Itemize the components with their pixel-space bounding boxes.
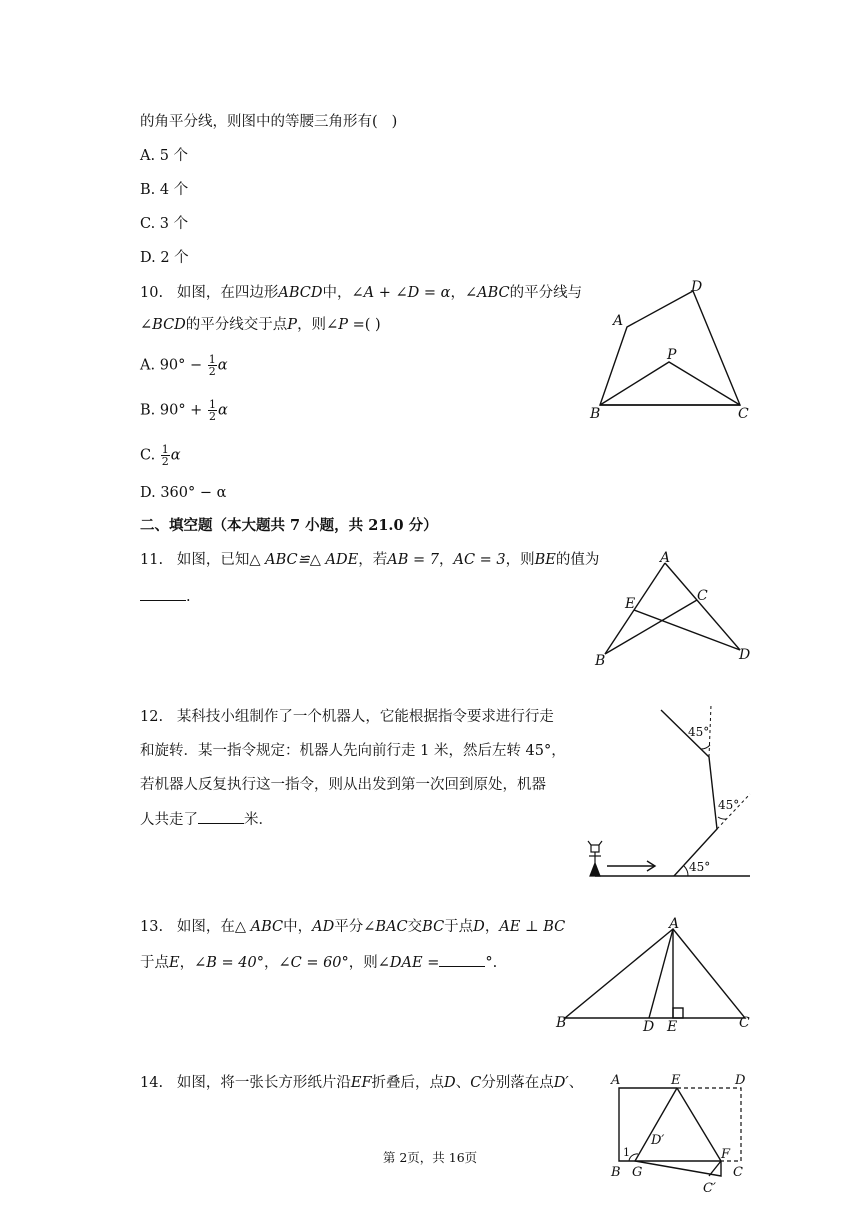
fraction: $\frac{1}{2}$ (208, 398, 216, 423)
label-p: P (667, 347, 677, 363)
answer-blank (198, 810, 244, 824)
label-a: A (611, 1073, 621, 1088)
label-a: A (613, 313, 624, 329)
triangle-abc (565, 929, 745, 1018)
label-b: B (595, 653, 606, 669)
q10-option-d: D. 360° − α (140, 485, 227, 501)
label-e: E (625, 596, 636, 612)
angle-label-45: 45° (688, 725, 710, 739)
label-f: F (721, 1147, 731, 1162)
label-c: C (739, 1015, 750, 1031)
q13-figure (553, 915, 758, 1035)
angle-label-45: 45° (689, 860, 711, 874)
q10-figure (585, 275, 755, 425)
bisector-ad (649, 929, 673, 1018)
label-e: E (667, 1019, 678, 1035)
q10-option-c: C. $\frac{1}{2}$ α (140, 443, 181, 468)
label-c-prime: C′ (703, 1181, 716, 1196)
bisector-lines (600, 362, 740, 405)
q11-line2: . (140, 587, 191, 606)
label-a: A (660, 550, 671, 566)
fraction: $\frac{1}{2}$ (208, 353, 216, 378)
label-c: C (738, 406, 749, 422)
label-d: D (735, 1073, 746, 1088)
q14-line1: 14. 如图，将一张长方形纸片沿EF折叠后，点D、C分别落在点D′、 (140, 1075, 584, 1091)
q9-option-c: C. 3 个 (140, 216, 189, 232)
q13-line1: 13. 如图，在△ ABC中，AD平分∠BAC交BC于点D，AE ⊥ BC (140, 919, 566, 935)
page-footer: 第 2页，共 16页 (382, 1150, 478, 1165)
q9-option-d: D. 2 个 (140, 250, 189, 266)
q12-line4: 人共走了 米． (140, 812, 273, 828)
q12-line1: 12. 某科技小组制作了一个机器人，它能根据指令要求进行行走 (140, 709, 554, 725)
label-d: D (739, 647, 751, 663)
q11-line1: 11. 如图，已知△ ABC≌△ ADE，若AB = 7，AC = 3，则BE的值为 (140, 552, 600, 568)
label-b: B (590, 406, 601, 422)
label-e: E (671, 1073, 681, 1088)
label-d-prime: D′ (651, 1133, 665, 1148)
angle-label-45: 45° (718, 798, 740, 812)
label-b: B (611, 1165, 621, 1180)
label-c: C (697, 588, 708, 604)
label-g: G (632, 1165, 643, 1180)
angle-label-1: 1 (623, 1146, 630, 1159)
q10-option-a: A. 90° − $\frac{1}{2}$ α (140, 353, 228, 378)
q12-figure (585, 705, 755, 883)
label-d: D (691, 279, 703, 295)
q10-line1: 10. 如图，在四边形ABCD中，∠A + ∠D = α，∠ABC的平分线与 (140, 285, 583, 301)
q10-line2: ∠BCD的平分线交于点P，则∠P =( ) (140, 317, 381, 333)
right-angle-mark (673, 1008, 683, 1018)
label-d: D (643, 1019, 655, 1035)
q9-option-b: B. 4 个 (140, 182, 189, 198)
robot-icon (588, 841, 602, 876)
q12-line2: 和旋转．某一指令规定：机器人先向前行走 1 米，然后左转 45°， (140, 743, 566, 759)
q13-line2: 于点E，∠B = 40°，∠C = 60°，则∠DAE = °. (140, 955, 498, 971)
q10-option-b: B. 90° + $\frac{1}{2}$ α (140, 398, 228, 423)
answer-blank (439, 953, 485, 967)
label-a: A (669, 916, 680, 932)
label-b: B (556, 1015, 567, 1031)
section-title: 二、填空题（本大题共 7 小题，共 21.0 分） (140, 517, 438, 534)
q9-tail-text: 的角平分线，则图中的等腰三角形有( ) (140, 114, 398, 130)
fraction: $\frac{1}{2}$ (161, 443, 169, 468)
q12-line3: 若机器人反复执行这一指令，则从出发到第一次回到原处，机器 (140, 777, 546, 793)
answer-blank (140, 587, 186, 601)
label-c: C (733, 1165, 743, 1180)
q14-figure (605, 1068, 760, 1216)
q11-figure (590, 548, 760, 673)
q9-option-a: A. 5 个 (140, 148, 189, 164)
